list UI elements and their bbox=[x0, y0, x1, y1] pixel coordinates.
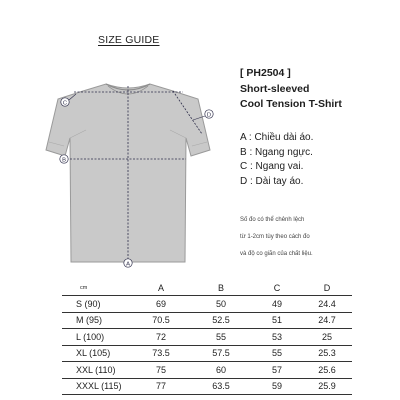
table-row bbox=[62, 378, 352, 395]
value-a: 73.5 bbox=[132, 345, 190, 362]
header-a: A bbox=[132, 281, 190, 296]
value-c: 51 bbox=[252, 312, 302, 329]
note-line: và độ co giãn của chất liệu. bbox=[240, 251, 313, 257]
table-header-row bbox=[62, 281, 352, 296]
legend-item-c: C : Ngang vai. bbox=[240, 161, 304, 172]
header-unit: cm bbox=[62, 281, 132, 296]
value-d: 24.4 bbox=[302, 296, 352, 313]
note-line: Số đo có thể chênh lệch bbox=[240, 217, 305, 223]
size-table bbox=[62, 281, 352, 395]
value-c: 49 bbox=[252, 296, 302, 313]
table-row bbox=[62, 312, 352, 329]
svg-text:B: B bbox=[62, 157, 66, 164]
legend-item-d: D : Dài tay áo. bbox=[240, 175, 304, 187]
value-c: 57 bbox=[252, 362, 302, 379]
size-label: L (100) bbox=[62, 329, 132, 346]
value-b: 57.5 bbox=[190, 345, 252, 362]
marker-b bbox=[60, 155, 68, 164]
value-d: 25.9 bbox=[302, 378, 352, 395]
size-label: S (90) bbox=[62, 296, 132, 313]
note-line: từ 1-2cm tùy theo cách đo bbox=[240, 234, 310, 240]
value-c: 55 bbox=[252, 345, 302, 362]
size-label: XL (105) bbox=[62, 345, 132, 362]
product-name-line2: Cool Tension T-Shirt bbox=[240, 98, 342, 110]
header-b: B bbox=[190, 281, 252, 296]
size-label: XXXL (115) bbox=[62, 378, 132, 395]
value-b: 52.5 bbox=[190, 312, 252, 329]
header-c: C bbox=[252, 281, 302, 296]
table-row bbox=[62, 345, 352, 362]
value-c: 59 bbox=[252, 378, 302, 395]
value-d: 25.6 bbox=[302, 362, 352, 379]
marker-c bbox=[61, 98, 69, 107]
table-row bbox=[62, 329, 352, 346]
size-guide-title: SIZE GUIDE bbox=[98, 34, 160, 46]
value-b: 55 bbox=[190, 329, 252, 346]
value-b: 50 bbox=[190, 296, 252, 313]
header-d: D bbox=[302, 281, 352, 296]
value-a: 75 bbox=[132, 362, 190, 379]
marker-d bbox=[205, 110, 213, 119]
product-code: [ PH2504 ] bbox=[240, 67, 291, 79]
legend-item-a: A : Chiều dài áo. bbox=[240, 132, 314, 143]
value-a: 72 bbox=[132, 329, 190, 346]
svg-text:C: C bbox=[62, 100, 68, 107]
product-name-line1: Short-sleeved bbox=[240, 83, 310, 95]
size-label: M (95) bbox=[62, 312, 132, 329]
value-d: 25.3 bbox=[302, 345, 352, 362]
measurement-legend bbox=[240, 131, 313, 189]
value-b: 63.5 bbox=[190, 378, 252, 395]
tshirt-diagram bbox=[28, 62, 228, 270]
value-d: 25 bbox=[302, 329, 352, 346]
table-row bbox=[62, 362, 352, 379]
legend-item-b: B : Ngang ngực. bbox=[240, 146, 313, 158]
size-label: XXL (110) bbox=[62, 362, 132, 379]
marker-a bbox=[124, 259, 132, 268]
value-a: 69 bbox=[132, 296, 190, 313]
value-c: 53 bbox=[252, 329, 302, 346]
measurement-note bbox=[240, 212, 313, 263]
value-b: 60 bbox=[190, 362, 252, 379]
value-a: 70.5 bbox=[132, 312, 190, 329]
table-row bbox=[62, 296, 352, 313]
value-a: 77 bbox=[132, 378, 190, 395]
svg-text:D: D bbox=[206, 112, 212, 119]
value-d: 24.7 bbox=[302, 312, 352, 329]
svg-text:A: A bbox=[126, 261, 130, 268]
